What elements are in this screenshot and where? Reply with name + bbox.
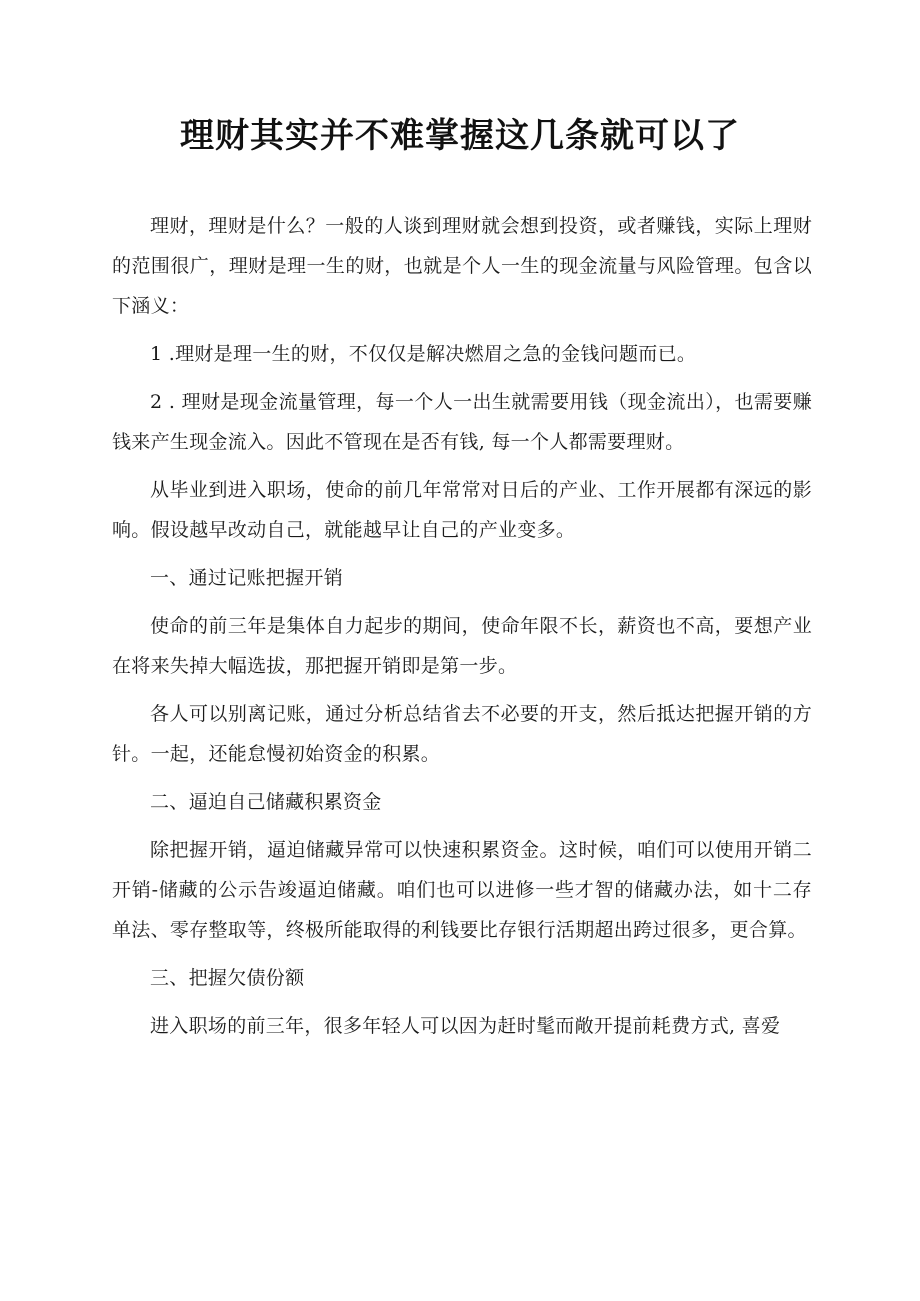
section-heading-2: 二、逼迫自己储藏积累资金: [150, 791, 382, 813]
paragraph-point-1: 1 .理财是理一生的财，不仅仅是解决燃眉之急的金钱问题而已。: [150, 343, 697, 365]
document-body: [112, 206, 812, 1046]
document-title: 理财其实并不难掌握这几条就可以了: [180, 116, 740, 156]
paragraph-point-2: 2 . 理财是现金流量管理，每一个人一出生就需要用钱（现金流出），也需要赚钱来产生现金流入。因此不管现在是否有钱, 每一个人都需要理财。: [112, 391, 812, 453]
paragraph-section-3a: 进入职场的前三年，很多年轻人可以因为赶时髦而敞开提前耗费方式, 喜爱: [150, 1015, 781, 1037]
paragraph-section-2a: 除把握开销，逼迫储藏异常可以快速积累资金。这时候，咱们可以使用开销二开销-储藏的公示告竣逼迫储藏。咱们也可以进修一些才智的储藏办法，如十二存单法、零存整取等，终极所能取得的利钱要比存银行活期超出跨过很多，更合算。: [112, 839, 812, 941]
paragraph-career-start: 从毕业到进入职场，使命的前几年常常对日后的产业、工作开展都有深远的影响。假设越早改动自己，就能越早让自己的产业变多。: [112, 479, 812, 541]
paragraph-intro: 理财，理财是什么？一般的人谈到理财就会想到投资，或者赚钱，实际上理财的范围很广，理财是理一生的财，也就是个人一生的现金流量与风险管理。包含以下涵义：: [112, 215, 812, 317]
section-heading-1: 一、通过记账把握开销: [150, 567, 344, 589]
paragraph-section-1b: 各人可以别离记账，通过分析总结省去不必要的开支，然后抵达把握开销的方针。一起，还能怠慢初始资金的积累。: [112, 703, 812, 765]
section-heading-3: 三、把握欠债份额: [150, 967, 305, 989]
paragraph-section-1a: 使命的前三年是集体自力起步的期间，使命年限不长，薪资也不高，要想产业在将来失掉大幅选拔，那把握开销即是第一步。: [112, 615, 812, 677]
